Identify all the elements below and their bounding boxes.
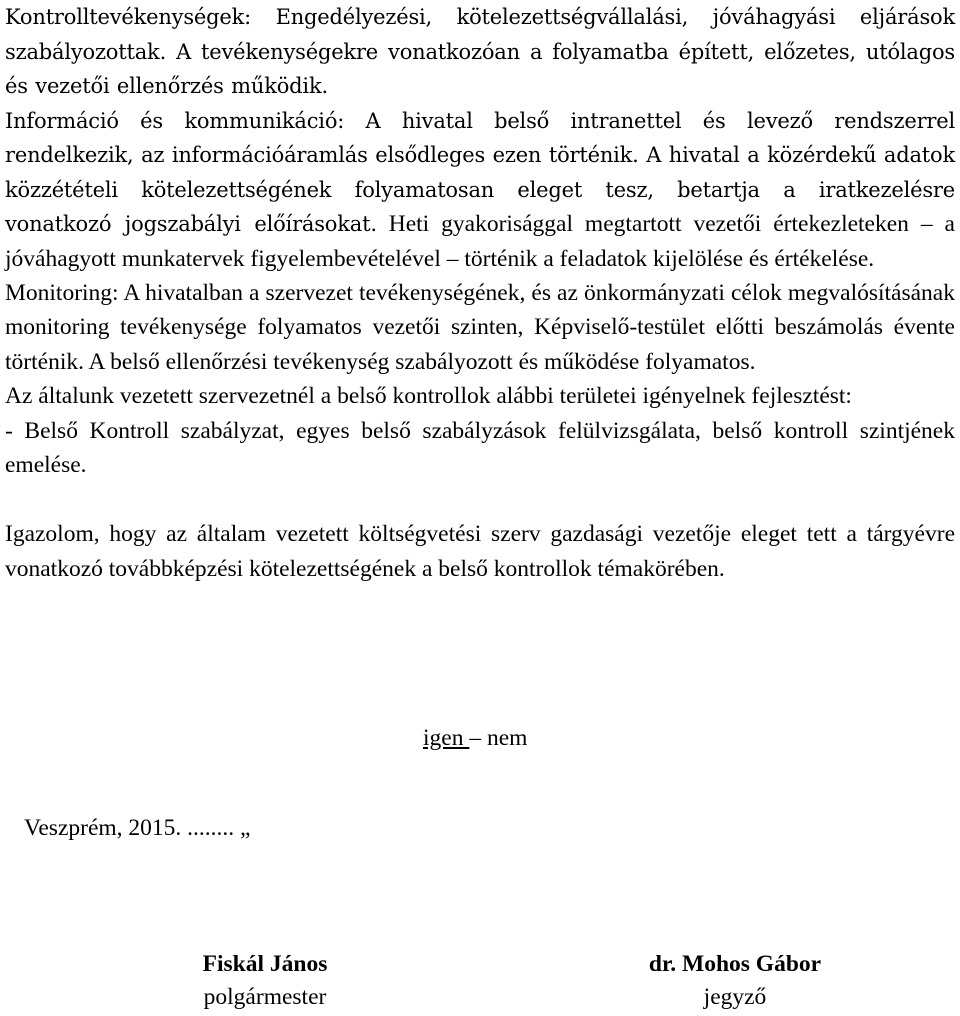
development-item: - Belső Kontroll szabályzat, egyes belső szabályzások felülvizsgálata, belső kontroll szintjének emelése. [5, 417, 955, 478]
meetings-text: Heti gyakorisággal megtartott vezetői értekezleteken – a jóváhagyott munkatervek figyelembevételével – történik a feladatok kijelölése és értékelése. [5, 211, 955, 272]
signatory-name: dr. Mohos Gábor [648, 951, 822, 977]
information-communication-paragraph [5, 104, 955, 276]
control-activities-paragraph: Kontrolltevékenységek: Engedélyezési, kötelezettségvállalási, jóváhagyási eljárások szabályozottak. A tevékenységekre vonatkozóan a folyamatba épített, előzetes, utólagos és vezetői ellenőrzés működik. [5, 5, 955, 98]
monitoring-paragraph: Monitoring: A hivatalban a szervezet tevékenységének, és az önkormányzati célok megvalósításának monitoring tevékenysége folyamatos vezetői szinten, Képviselő-testület előtti beszámolás évente történik. A belső ellenőrzési tevékenység szabályozott és működése folyamatos. [5, 279, 955, 375]
choice-separator: – [469, 725, 482, 751]
signature-right [620, 948, 850, 1014]
yes-option: igen [423, 725, 470, 751]
development-areas-paragraph: Az általunk vezetett szervezetnél a belső kontrollok alábbi területei igényelnek fejlesztést: [5, 383, 852, 410]
spacer [5, 482, 955, 517]
yes-no-choice [423, 725, 527, 752]
signatory-title: jegyző [703, 984, 767, 1010]
place-date: Veszprém, 2015. ........ „ [24, 815, 251, 841]
certification-paragraph: Igazolom, hogy az általam vezetett költségvetési szerv gazdasági vezetője eleget tett a tárgyévre vonatkozó továbbképzési kötelezettségének a belső kontrollok témakörében. [5, 521, 955, 582]
document-page [5, 0, 955, 586]
information-communication-text: Információ és kommunikáció: A hivatal belső intranettel és levező rendszerrel rendelkezik, az információáramlás elsődleges ezen történik. A hivatal a közérdekű adatok közzétételi kötelezettségének folyamatosan eleget tesz, betartja a iratkezelésre vonatkozó jogszabályi előírásokat. [5, 108, 955, 236]
signature-left [160, 948, 370, 1014]
signatory-title: polgármester [203, 984, 327, 1010]
no-option: nem [481, 725, 528, 751]
signatory-name: Fiskál János [202, 951, 328, 977]
